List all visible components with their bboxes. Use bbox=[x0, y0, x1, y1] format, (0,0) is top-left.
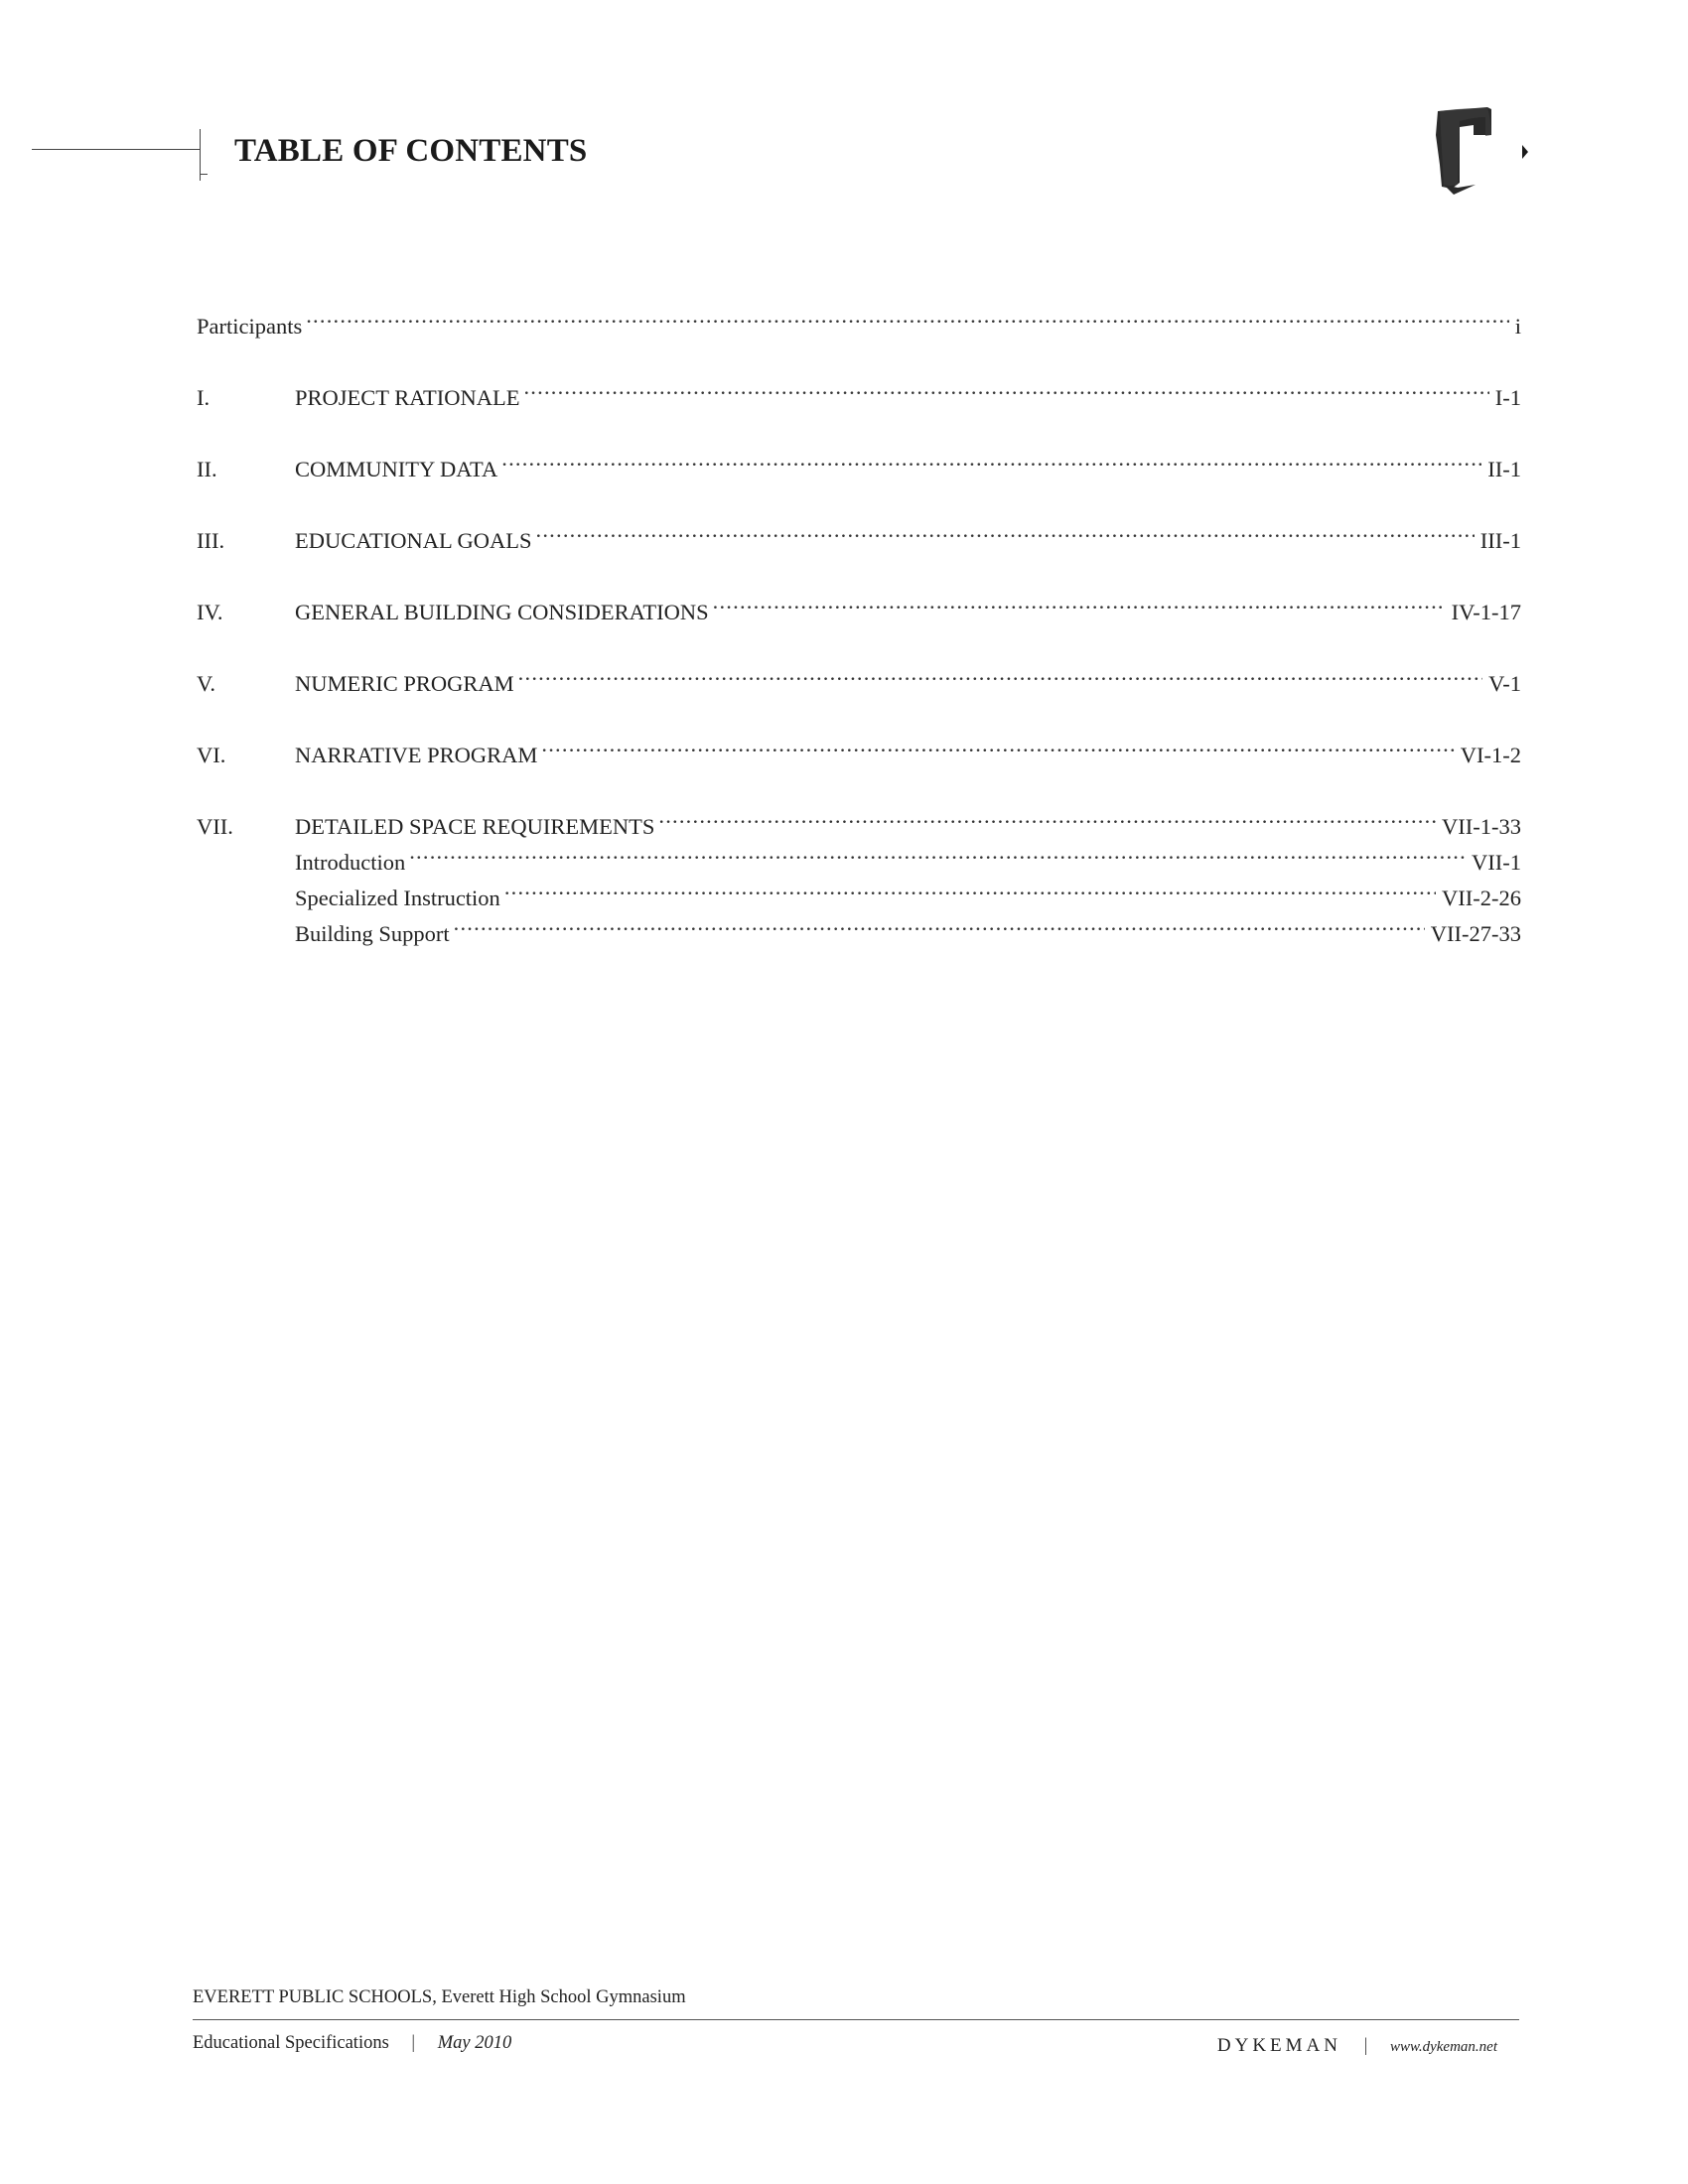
toc-entry-educational-goals[interactable] bbox=[197, 512, 1521, 553]
toc-title: EDUCATIONAL GOALS bbox=[295, 528, 532, 553]
crop-mark-tick bbox=[200, 174, 208, 175]
footer-document-info bbox=[193, 2033, 511, 2054]
toc-title: GENERAL BUILDING CONSIDERATIONS bbox=[295, 600, 709, 624]
toc-leader bbox=[501, 441, 1481, 477]
toc-title: Participants bbox=[197, 314, 303, 339]
toc-subentry-building-support[interactable] bbox=[197, 905, 1521, 946]
toc-page: VII-1-33 bbox=[1442, 814, 1521, 839]
toc-page: IV-1-17 bbox=[1451, 600, 1521, 624]
toc-page: V-1 bbox=[1488, 671, 1521, 696]
toc-leader bbox=[518, 655, 1482, 691]
footer-date: May 2010 bbox=[437, 2033, 512, 2053]
page-title: TABLE OF CONTENTS bbox=[234, 133, 588, 169]
toc-leader bbox=[541, 727, 1454, 762]
toc-page: I-1 bbox=[1494, 385, 1521, 410]
toc-leader bbox=[454, 905, 1425, 941]
toc-numeral: VI. bbox=[197, 743, 226, 767]
dykeman-mark-icon bbox=[1430, 105, 1539, 200]
toc-leader bbox=[504, 870, 1436, 905]
toc-page: III-1 bbox=[1479, 528, 1521, 553]
footer-separator: | bbox=[1363, 2036, 1368, 2056]
toc-title: COMMUNITY DATA bbox=[295, 457, 498, 481]
toc-leader bbox=[306, 298, 1509, 334]
toc-leader bbox=[713, 584, 1446, 619]
header-rule bbox=[32, 149, 201, 150]
toc-title: PROJECT RATIONALE bbox=[295, 385, 520, 410]
toc-entry-numeric-program[interactable] bbox=[197, 655, 1521, 696]
toc-leader bbox=[658, 798, 1436, 834]
toc-title: Specialized Instruction bbox=[295, 886, 500, 910]
toc-numeral: V. bbox=[197, 671, 215, 696]
toc-leader bbox=[409, 834, 1466, 870]
toc-entry-narrative-program[interactable] bbox=[197, 727, 1521, 767]
footer-rule bbox=[193, 2019, 1519, 2020]
footer-url[interactable]: www.dykeman.net bbox=[1389, 2039, 1497, 2055]
toc-entry-detailed-space-requirements[interactable] bbox=[197, 798, 1521, 839]
toc-numeral: VII. bbox=[197, 814, 233, 839]
toc-subentry-introduction[interactable] bbox=[197, 834, 1521, 875]
footer-project-name: Everett High School Gymnasium bbox=[441, 1987, 686, 2007]
footer-branding bbox=[1217, 2035, 1497, 2057]
toc-leader bbox=[536, 512, 1475, 548]
toc-subentry-specialized-instruction[interactable] bbox=[197, 870, 1521, 910]
toc-entry-participants[interactable] bbox=[197, 298, 1521, 339]
toc-title: Building Support bbox=[295, 921, 450, 946]
toc-page: VII-2-26 bbox=[1442, 886, 1521, 910]
toc-title: NARRATIVE PROGRAM bbox=[295, 743, 538, 767]
toc-entry-community-data[interactable] bbox=[197, 441, 1521, 481]
toc-page: II-1 bbox=[1487, 457, 1521, 481]
table-of-contents bbox=[197, 298, 1521, 946]
toc-page: i bbox=[1514, 314, 1521, 339]
toc-entry-project-rationale[interactable] bbox=[197, 369, 1521, 410]
toc-numeral: I. bbox=[197, 385, 211, 410]
toc-leader bbox=[523, 369, 1488, 405]
toc-numeral: IV. bbox=[197, 600, 223, 624]
toc-title: DETAILED SPACE REQUIREMENTS bbox=[295, 814, 655, 839]
toc-numeral: II. bbox=[197, 457, 217, 481]
toc-page: VII-27-33 bbox=[1430, 921, 1521, 946]
toc-page: VII-1 bbox=[1472, 850, 1521, 875]
toc-numeral: III. bbox=[197, 528, 225, 553]
footer-doc-type: Educational Specifications bbox=[193, 2033, 389, 2053]
toc-entry-general-building-considerations[interactable] bbox=[197, 584, 1521, 624]
footer-org-name: EVERETT PUBLIC SCHOOLS bbox=[193, 1987, 433, 2007]
toc-title: NUMERIC PROGRAM bbox=[295, 671, 514, 696]
footer-brand: DYKEMAN bbox=[1216, 2035, 1341, 2056]
toc-page: VI-1-2 bbox=[1460, 743, 1521, 767]
footer-separator: | bbox=[411, 2033, 416, 2053]
footer-organization: EVERETT PUBLIC SCHOOLS, Everett High School Gymnasium bbox=[193, 1987, 686, 2007]
toc-title: Introduction bbox=[295, 850, 406, 875]
